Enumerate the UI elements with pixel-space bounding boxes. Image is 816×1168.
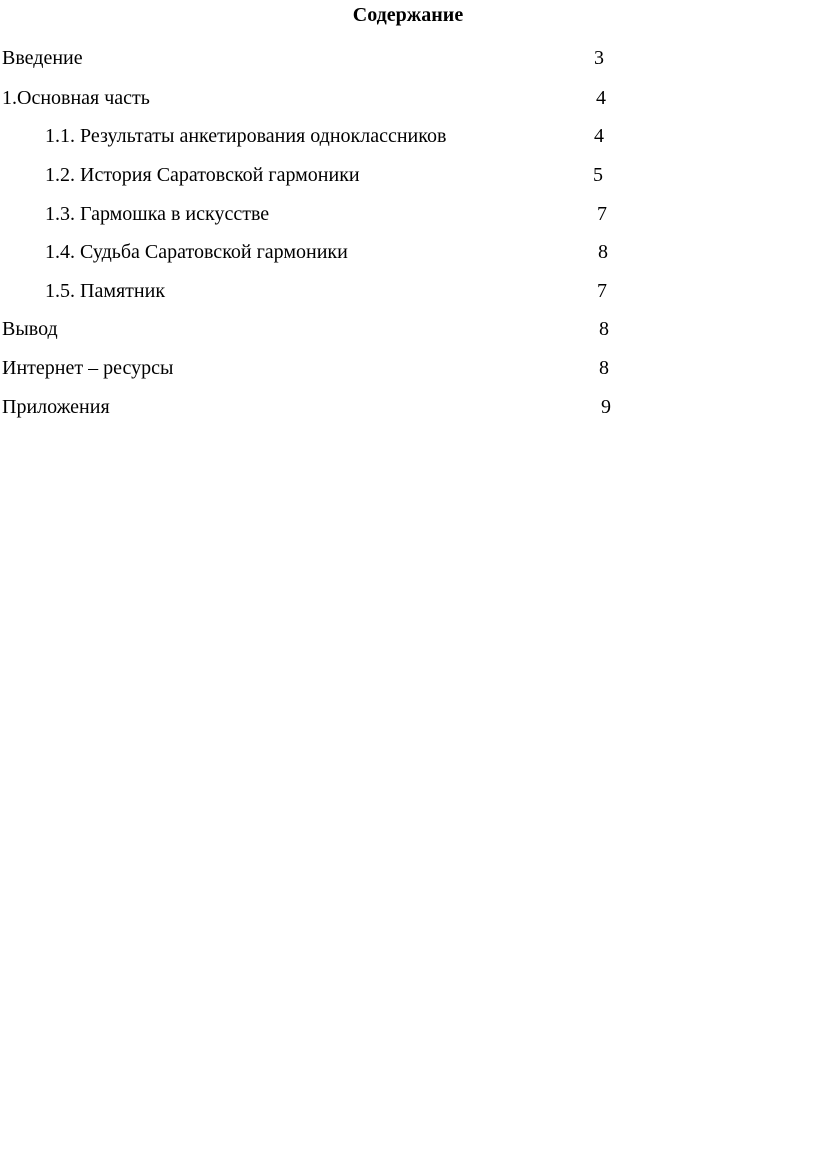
page-title: Содержание xyxy=(352,4,464,26)
toc-entry xyxy=(0,316,816,342)
toc-entry xyxy=(0,162,816,188)
toc-entry-label: 1.5. Памятник xyxy=(45,280,166,302)
toc-entry-label: 1.Основная часть xyxy=(2,87,150,109)
toc-entry-label: Приложения xyxy=(2,396,110,418)
toc-entry-label: Интернет – ресурсы xyxy=(2,357,174,379)
toc-entry xyxy=(0,45,816,71)
toc-entry-label: Вывод xyxy=(2,318,58,340)
toc-entry-label: 1.3. Гармошка в искусстве xyxy=(45,203,270,225)
toc-entry xyxy=(0,394,816,420)
toc-entry-page: 9 xyxy=(601,396,611,418)
toc-entry-label: 1.2. История Саратовской гармоники xyxy=(45,164,360,186)
toc-entry xyxy=(0,239,816,265)
toc-entry xyxy=(0,355,816,381)
toc-entry-page: 4 xyxy=(594,125,604,147)
toc-entry xyxy=(0,123,816,149)
toc-entry-label: 1.4. Судьба Саратовской гармоники xyxy=(45,241,348,263)
toc-entry xyxy=(0,278,816,304)
toc-entry-page: 8 xyxy=(598,241,608,263)
toc-entry-page: 7 xyxy=(597,280,607,302)
toc-entry-page: 5 xyxy=(593,164,603,186)
toc-entry-page: 7 xyxy=(597,203,607,225)
toc-entry xyxy=(0,85,816,111)
toc-entry-label: Введение xyxy=(2,47,83,69)
toc-entry xyxy=(0,201,816,227)
toc-entry-label: 1.1. Результаты анкетирования одноклассников xyxy=(45,125,447,147)
toc-entry-page: 8 xyxy=(599,357,609,379)
toc-entry-page: 3 xyxy=(594,47,604,69)
toc-entry-page: 4 xyxy=(596,87,606,109)
toc-entry-page: 8 xyxy=(599,318,609,340)
